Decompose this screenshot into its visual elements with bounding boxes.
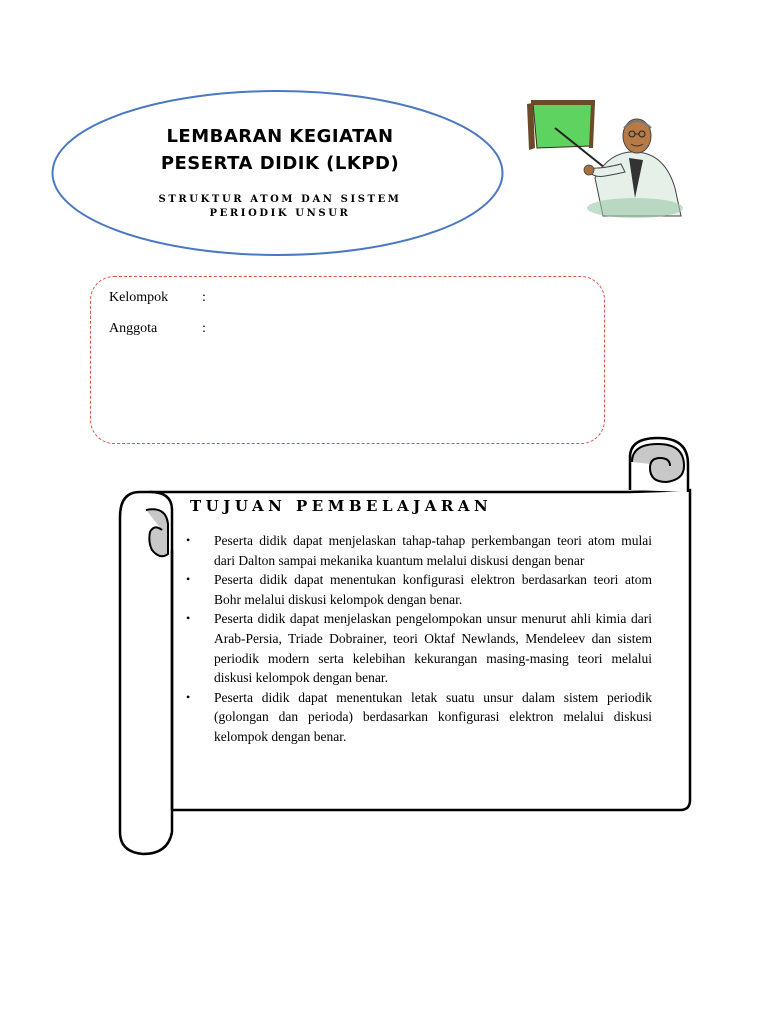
objective-text: Peserta didik dapat menentukan letak suatu unsur dalam sistem periodik (golongan dan perioda) berdasarkan konfigurasi elektron melalui diskusi kelompok dengan benar. xyxy=(214,689,652,744)
kelompok-colon: : xyxy=(202,290,206,305)
bullet-icon: • xyxy=(186,533,191,547)
anggota-label: Anggota xyxy=(109,321,158,336)
page-title-line1: LEMBARAN KEGIATAN xyxy=(166,126,394,147)
list-item xyxy=(184,688,652,747)
page-subtitle-line2: PERIODIK UNSUR xyxy=(209,208,351,219)
teacher-pointing-board-icon xyxy=(525,98,685,218)
bullet-icon: • xyxy=(186,689,191,704)
objectives-title: TUJUAN PEMBELAJARAN xyxy=(190,497,493,515)
list-item xyxy=(184,531,652,570)
objectives-list xyxy=(184,531,652,747)
list-item xyxy=(184,570,652,609)
anggota-colon: : xyxy=(202,321,206,336)
list-item xyxy=(184,609,652,687)
page-subtitle-line1: STRUKTUR ATOM DAN SISTEM xyxy=(158,194,402,205)
bullet-icon: • xyxy=(186,572,191,587)
page-title-line2: PESERTA DIDIK (LKPD) xyxy=(160,153,400,174)
objective-text: Peserta didik dapat menjelaskan pengelompokan unsur menurut ahli kimia dari Arab-Persia, Triade Dobrainer, teori Oktaf Newlands, Mendeleev dan sistem periodik modern serta kelebihan kekurangan masing-masing teori melalui diskusi kelompok dengan benar. xyxy=(214,611,652,686)
objective-text: Peserta didik dapat menjelaskan tahap-tahap perkembangan teori atom mulai dari Dalton sampai mekanika kuantum melalui diskusi dengan benar xyxy=(214,533,652,568)
bullet-icon: • xyxy=(186,611,191,626)
kelompok-label: Kelompok xyxy=(109,290,169,305)
objective-text: Peserta didik dapat menentukan konfigurasi elektron berdasarkan teori atom Bohr melalui diskusi kelompok dengan benar. xyxy=(214,572,652,607)
